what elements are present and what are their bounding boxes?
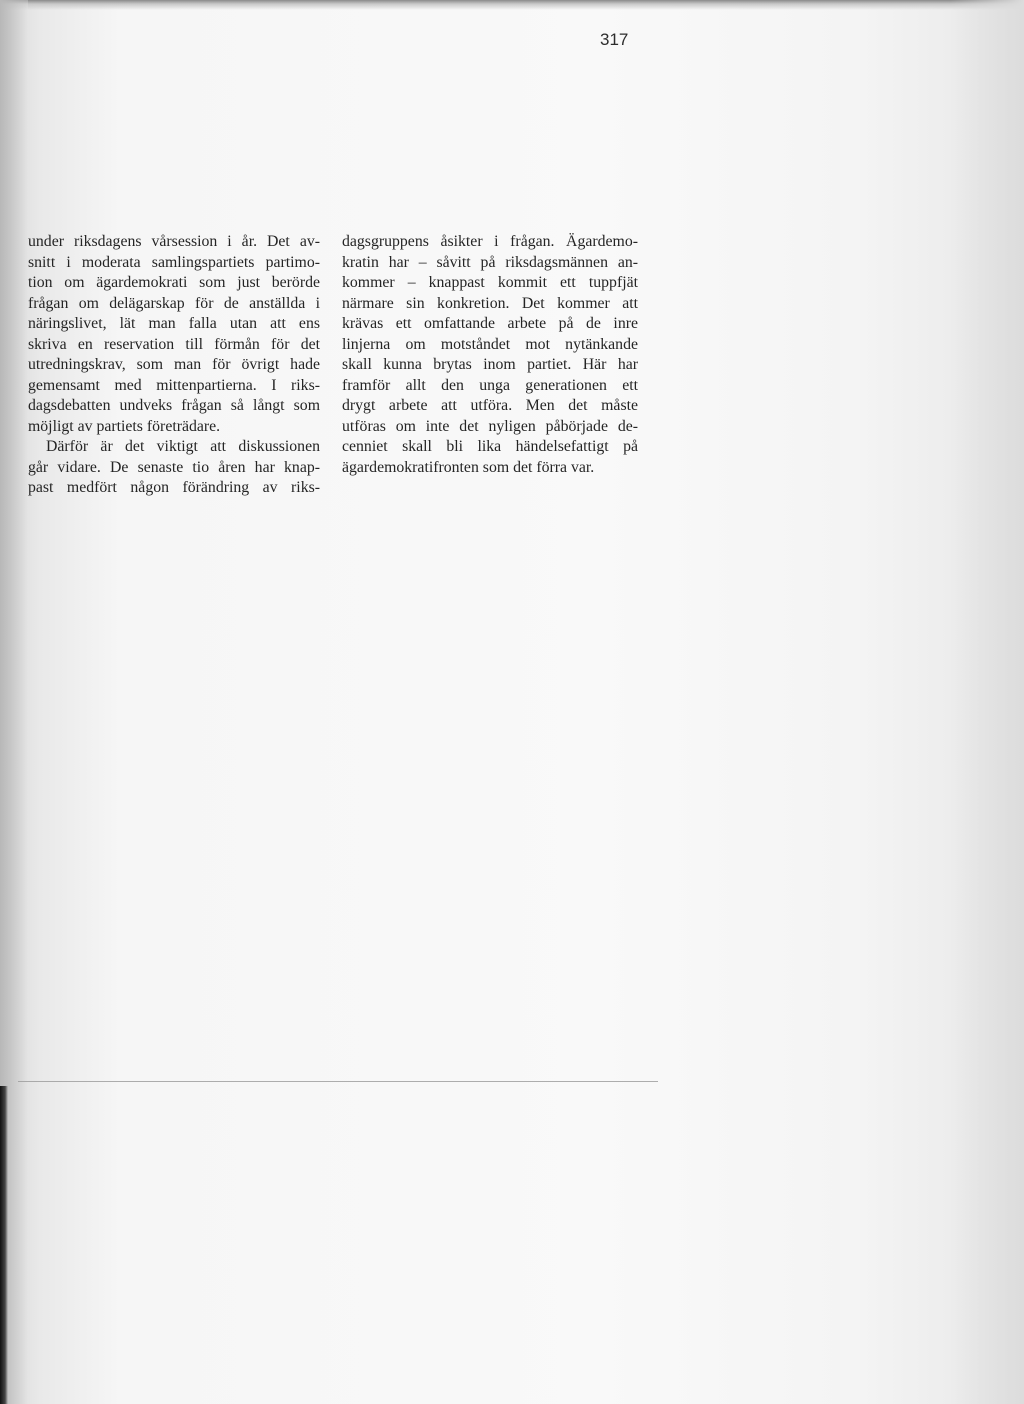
text-line: dagsdebatten undveks frågan så långt som: [28, 397, 320, 414]
text-line: drygt arbete att utföra. Men det måste: [342, 397, 638, 414]
text-line: kommer – knappast kommit ett tuppfjät: [342, 274, 638, 291]
text-line: snitt i moderata samlingspartiets partimo-: [28, 253, 320, 271]
text-line: linjerna om motståndet mot nytänkande: [342, 335, 638, 353]
text-line: näringslivet, lät man falla utan att ens: [28, 315, 320, 332]
text-line: går vidare. De senaste tio åren har knap-: [28, 458, 320, 476]
text-line: utföras om inte det nyligen påbörjade de-: [342, 417, 638, 435]
text-line: past medfört någon förändring av riks-: [28, 479, 320, 496]
text-line: kratin har – såvitt på riksdagsmännen an-: [342, 253, 638, 271]
text-line: skriva en reservation till förmån för det: [28, 335, 320, 353]
text-line: tion om ägardemokrati som just berörde: [28, 274, 320, 291]
text-line: utredningskrav, som man för övrigt hade: [28, 356, 320, 373]
text-line: möjligt av partiets företrädare.: [28, 417, 221, 435]
text-line: ägardemokratifronten som det förra var.: [342, 458, 595, 476]
right-text-column: [342, 232, 638, 478]
page-rule: [18, 1081, 658, 1082]
text-line: dagsgruppens åsikter i frågan. Ägardemo-: [342, 233, 638, 250]
text-line: frågan om delägarskap för de anställda i: [28, 294, 320, 312]
left-text-column: [28, 232, 320, 499]
text-line: gemensamt med mittenpartierna. I riks-: [28, 376, 320, 394]
text-line: cenniet skall bli lika händelsefattigt på: [342, 438, 638, 455]
top-edge-shadow: [0, 0, 1024, 10]
binding-edge: [0, 1086, 8, 1404]
paragraph-start-line: Därför är det viktigt att diskussionen: [46, 438, 320, 455]
text-line: närmare sin konkretion. Det kommer att: [342, 294, 638, 312]
text-line: krävas ett omfattande arbete på de inre: [342, 315, 638, 332]
right-edge-shadow: [950, 0, 1024, 1404]
page-number: 317: [600, 30, 629, 49]
text-line: skall kunna brytas inom partiet. Här har: [342, 356, 638, 373]
text-line: framför allt den unga generationen ett: [342, 376, 638, 394]
text-line: under riksdagens vårsession i år. Det av-: [28, 233, 320, 250]
